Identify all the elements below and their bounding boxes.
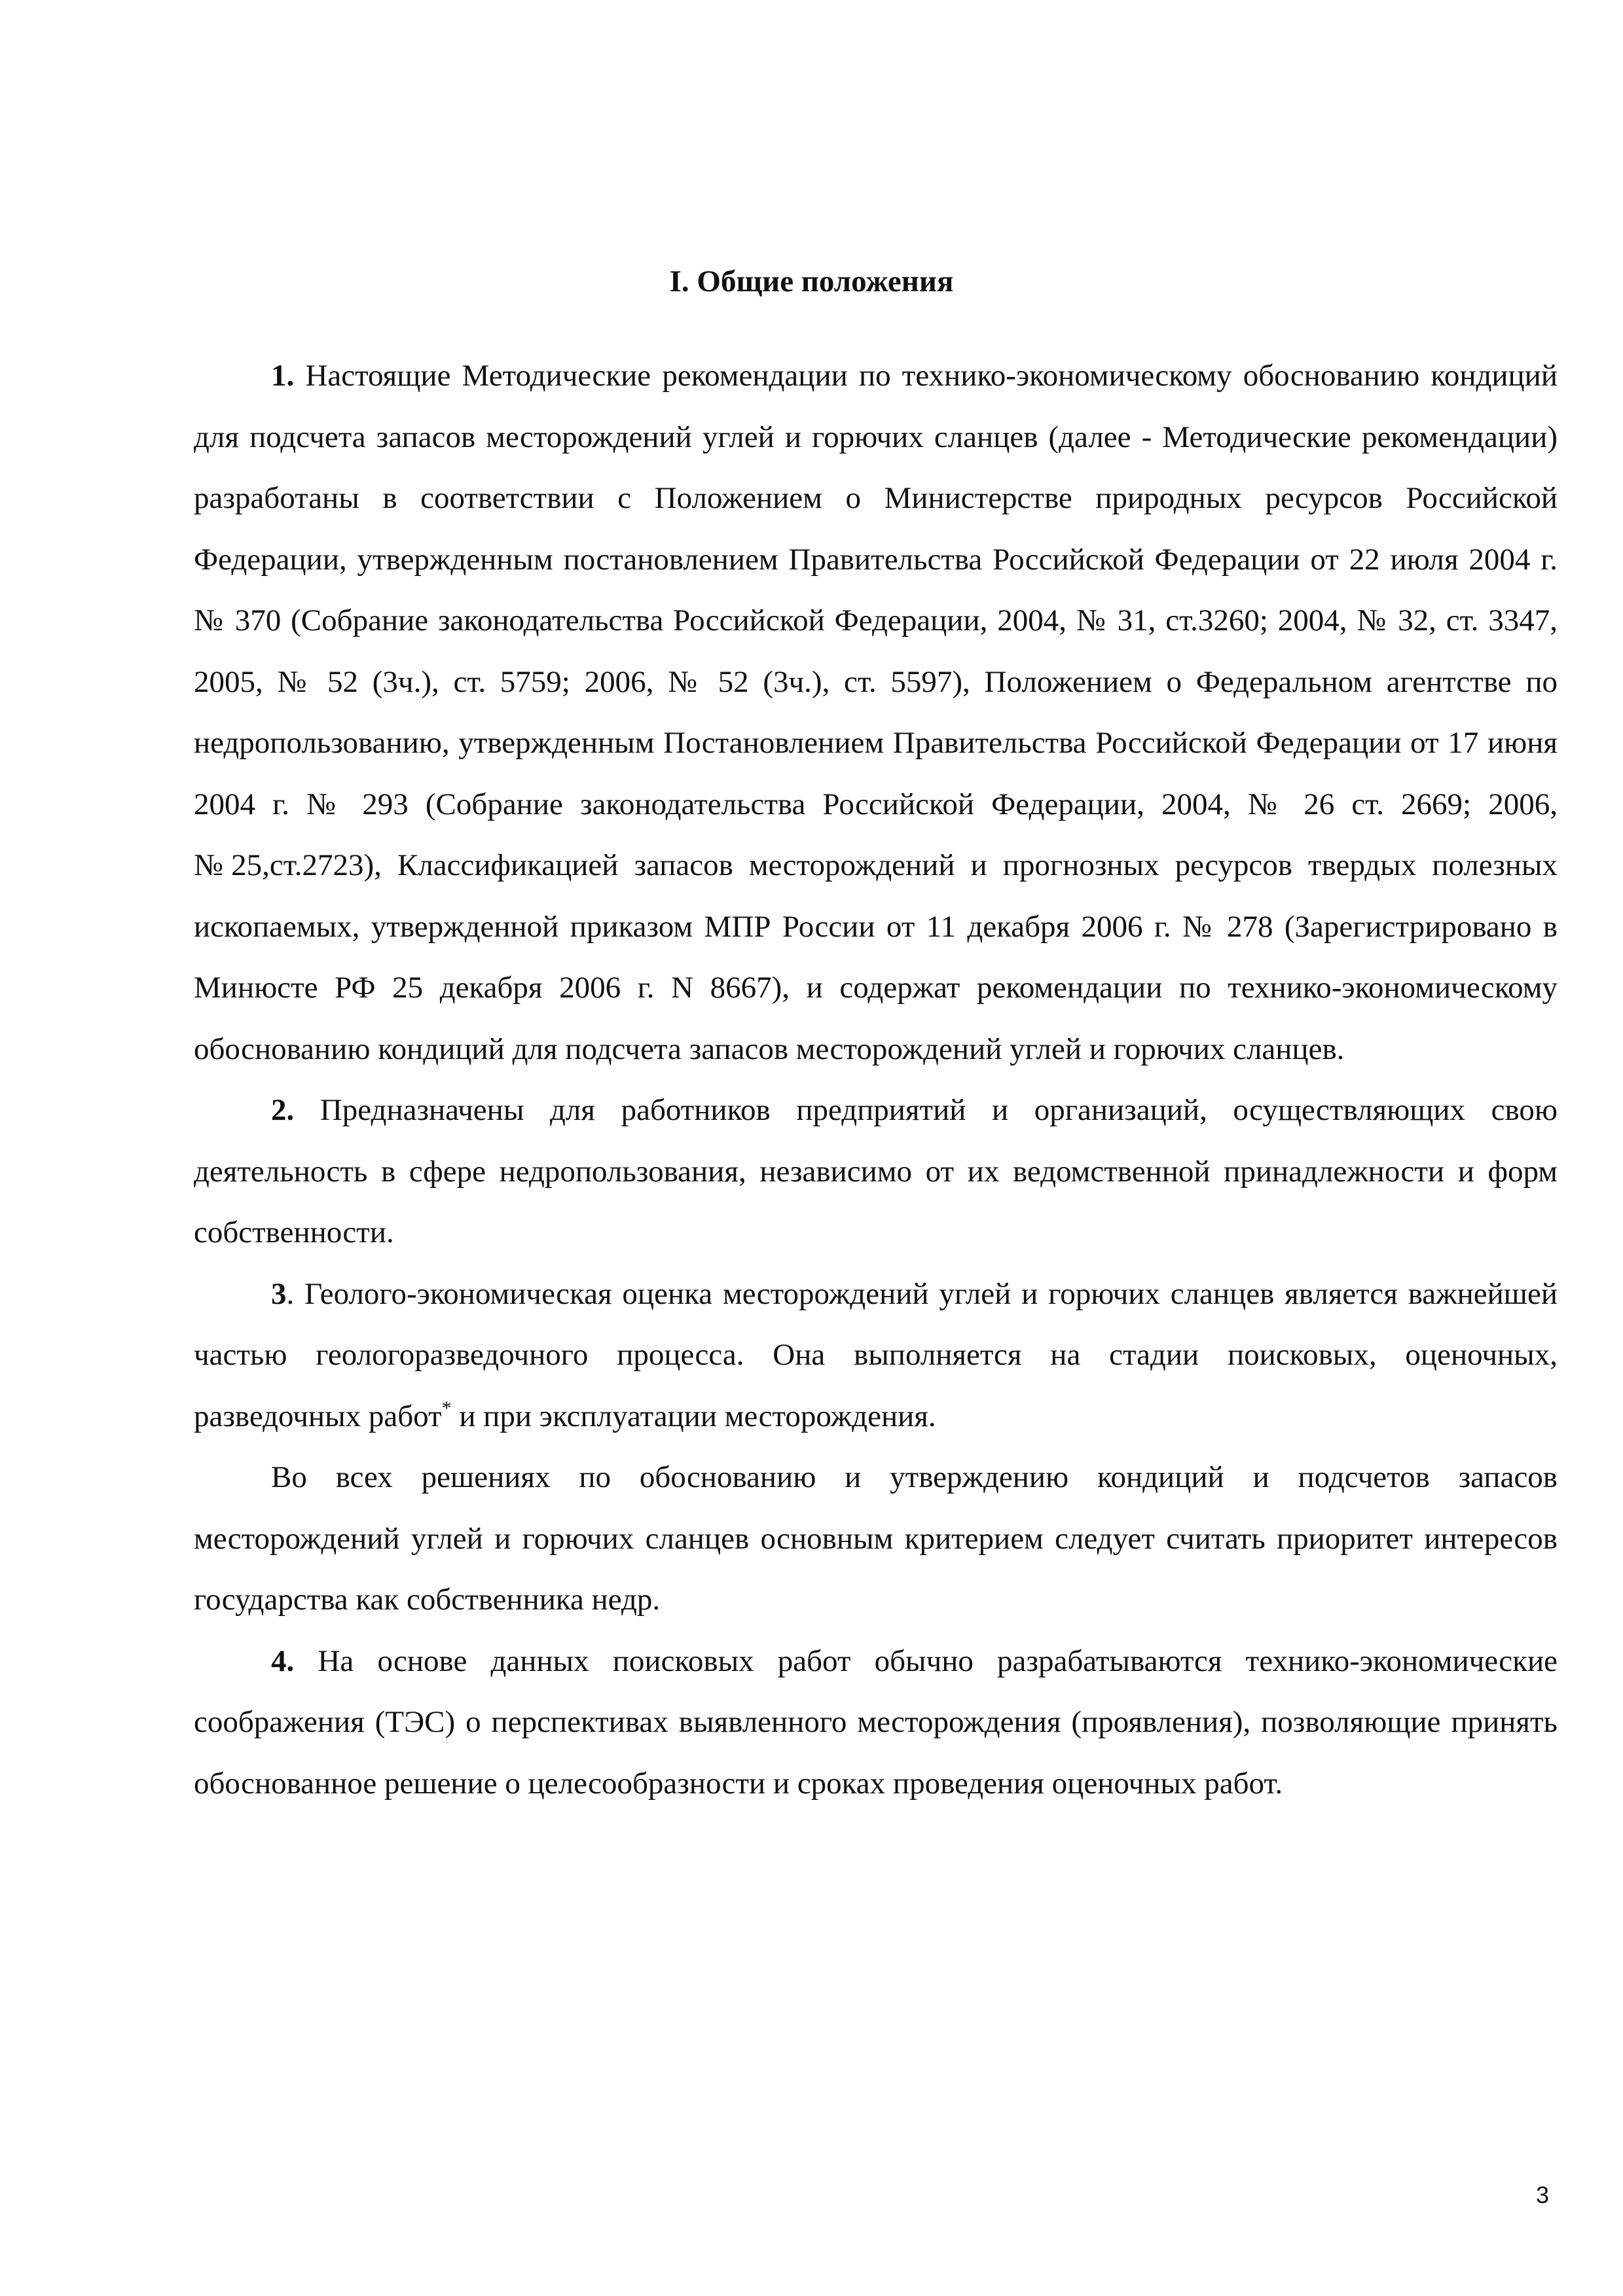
paragraph-number: 2. (271, 1093, 295, 1127)
paragraph-number: 3 (271, 1276, 287, 1311)
document-body (194, 346, 1558, 1814)
paragraph-1 (194, 346, 1558, 1080)
footnote-marker: * (441, 1397, 452, 1419)
paragraph-text: На основе данных поисковых работ обычно разрабатываются технико-экономические соображения (ТЭС) о перспективах выявленного месторождения (проявления), позволяющие принять обоснованное решение о целесообразности и сроках проведения оценочных работ. (194, 1643, 1558, 1801)
section-heading: I. Общие положения (669, 264, 954, 298)
paragraph-text-continued: и при эксплуатации месторождения. (451, 1399, 936, 1433)
paragraph-text: Предназначены для работников предприятий и организаций, осуществляющих свою деятельность в сфере недропользования, независимо от их ведомственной принадлежности и форм собственности. (194, 1093, 1558, 1249)
paragraph-4 (194, 1631, 1558, 1815)
paragraph-text: Настоящие Методические рекомендации по технико-экономическому обоснованию кондиций для подсчета запасов месторождений углей и горючих сланцев (далее - Методические рекомендации) разработаны в соответствии с Положением о Министерстве природных ресурсов Российской Федерации, утвержденным постановлением Правительства Российской Федерации от 22 июля 2004 г. № 370 (Собрание законодательства Российской Федерации, 2004, № 31, ст.3260; 2004, № 32, ст. 3347, 2005, № 52 (3ч.), ст. 5759; 2006, № 52 (3ч.), ст. 5597), Положением о Федеральном агентстве по недропользованию, утвержденным Постановлением Правительства Российской Федерации от 17 июня 2004 г. № 293 (Собрание законодательства Российской Федерации, 2004, № 26 ст. 2669; 2006, №25,ст.2723), Классификацией запасов месторождений и прогнозных ресурсов твердых полезных ископаемых, утвержденной приказом МПР России от 11 декабря 2006 г. № 278 (Зарегистрировано в Минюсте РФ 25 декабря 2006 г. N 8667), и содержат рекомендации по технико-экономическому обоснованию кондиций для подсчета запасов месторождений углей и горючих сланцев. (194, 359, 1558, 1066)
paragraph-number: 4. (271, 1643, 295, 1678)
paragraph-number: 1. (271, 359, 295, 393)
paragraph-3-continued (194, 1447, 1558, 1631)
paragraph-3 (194, 1264, 1558, 1448)
paragraph-text: Во всех решениях по обоснованию и утверждению кондиций и подсчетов запасов месторождений углей и горючих сланцев основным критерием следует считать приоритет интересов государства как собственника недр. (194, 1460, 1558, 1617)
page-number: 3 (1535, 2181, 1549, 2208)
paragraph-text: . Геолого-экономическая оценка месторождений углей и горючих сланцев является важнейшей частью геологоразведочного процесса. Она выполняется на стадии поисковых, оценочных, разведочных работ (194, 1276, 1558, 1433)
paragraph-2 (194, 1080, 1558, 1264)
